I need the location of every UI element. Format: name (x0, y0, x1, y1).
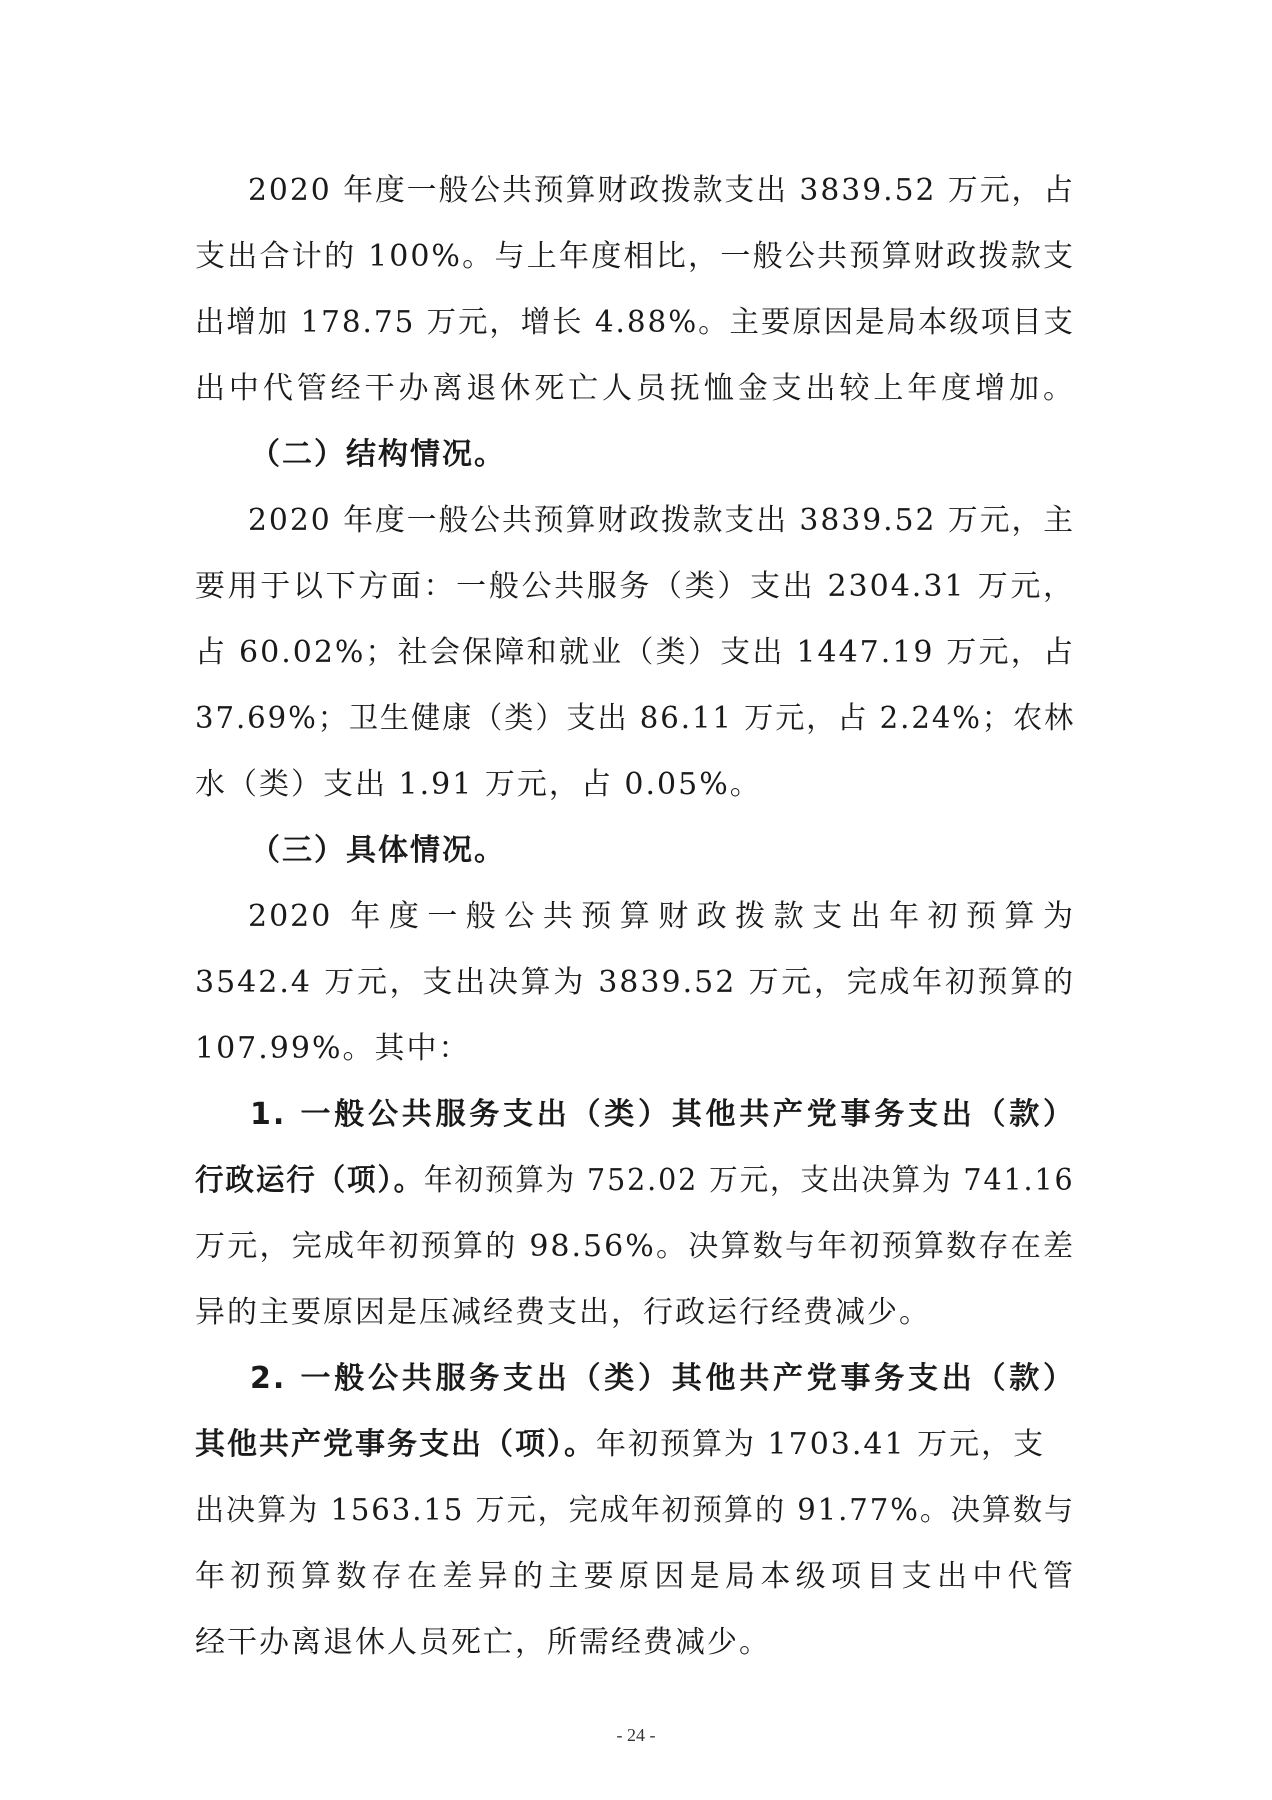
paragraph-line: 万元，完成年初预算的 98.56%。决算数与年初预算数存在差 (195, 1229, 1075, 1264)
item-heading-2: 2. 一般公共服务支出（类）其他共产党事务支出（款） (250, 1361, 1075, 1396)
item-2-text: 年初预算为 1703.41 万元，支 (596, 1427, 1046, 1462)
item-2-first-line (195, 1412, 1075, 1478)
paragraph-line: 2020 年度一般公共预算财政拨款支出 3839.52 万元，占 (248, 173, 1076, 208)
paragraph-line: 2020 年度一般公共预算财政拨款支出年初预算为 (248, 899, 1075, 934)
section-heading-details: （三）具体情况。 (250, 833, 506, 868)
item-heading-1: 1. 一般公共服务支出（类）其他共产党事务支出（款） (250, 1097, 1075, 1132)
paragraph-line: 出增加 178.75 万元，增长 4.88%。主要原因是局本级项目支 (195, 305, 1075, 340)
paragraph-line: 异的主要原因是压减经费支出，行政运行经费减少。 (195, 1295, 931, 1330)
paragraph-line: 出中代管经干办离退休死亡人员抚恤金支出较上年度增加。 (195, 371, 1075, 406)
paragraph-line: 占 60.02%；社会保障和就业（类）支出 1447.19 万元，占 (195, 635, 1075, 670)
paragraph-line: 水（类）支出 1.91 万元，占 0.05%。 (195, 767, 762, 802)
item-heading-2-continued: 其他共产党事务支出（项）。 (195, 1427, 596, 1462)
paragraph-line: 支出合计的 100%。与上年度相比，一般公共预算财政拨款支 (195, 239, 1075, 274)
section-heading-structure: （二）结构情况。 (250, 437, 506, 472)
paragraph-line: 37.69%；卫生健康（类）支出 86.11 万元，占 2.24%；农林 (195, 701, 1076, 736)
item-heading-1-continued: 行政运行（项）。 (195, 1163, 425, 1198)
item-1-text: 年初预算为 752.02 万元，支出决算为 741.16 (424, 1163, 1075, 1198)
item-1-first-line (195, 1148, 1075, 1214)
paragraph-line: 年初预算数存在差异的主要原因是局本级项目支出中代管 (195, 1559, 1075, 1594)
paragraph-line: 107.99%。其中： (195, 1031, 471, 1066)
paragraph-line: 要用于以下方面：一般公共服务（类）支出 2304.31 万元， (195, 569, 1075, 604)
paragraph-line: 出决算为 1563.15 万元，完成年初预算的 91.77%。决算数与 (195, 1493, 1076, 1528)
paragraph-line: 经干办离退休人员死亡，所需经费减少。 (195, 1625, 771, 1660)
paragraph-line: 2020 年度一般公共预算财政拨款支出 3839.52 万元，主 (248, 503, 1076, 538)
paragraph-line: 3542.4 万元，支出决算为 3839.52 万元，完成年初预算的 (195, 965, 1075, 1000)
page-number: - 24 - (616, 1725, 656, 1745)
